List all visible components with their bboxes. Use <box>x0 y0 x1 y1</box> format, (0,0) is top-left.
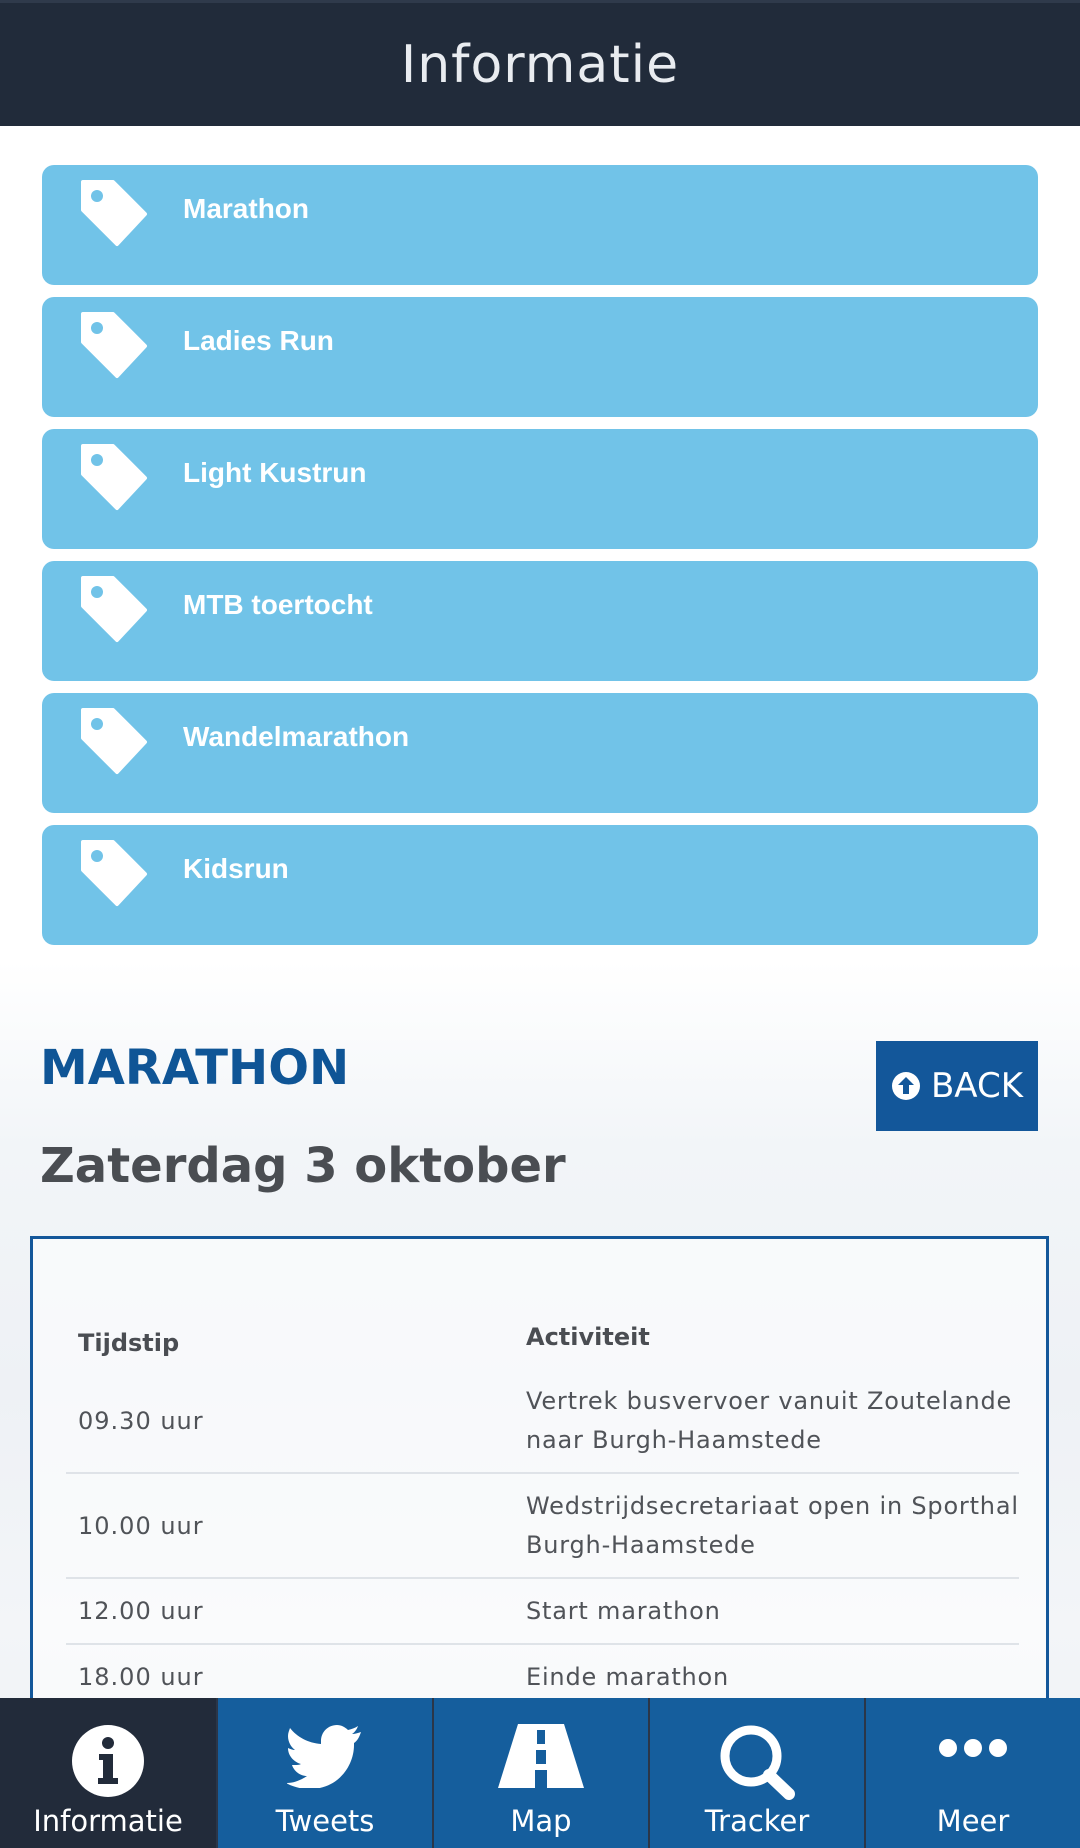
tag-icon <box>79 838 149 908</box>
table-row <box>66 1579 1019 1645</box>
row-activity: Einde marathon <box>526 1662 730 1691</box>
date-heading: Zaterdag 3 oktober <box>40 1138 566 1194</box>
menu-item-label: Wandelmarathon <box>183 721 410 752</box>
tab-label: Tweets <box>275 1804 375 1838</box>
tab-informatie[interactable] <box>0 1698 216 1848</box>
tag-icon <box>79 310 149 380</box>
app-header <box>0 0 1080 126</box>
row-time: 18.00 uur <box>78 1663 204 1691</box>
column-header-time: Tijdstip <box>78 1329 180 1357</box>
tag-icon <box>79 178 149 248</box>
back-button-label: BACK <box>930 1066 1024 1106</box>
menu-item-ladies-run[interactable] <box>42 297 1038 417</box>
tab-label: Tracker <box>704 1804 810 1838</box>
back-button[interactable] <box>876 1041 1038 1131</box>
menu-item-label: Light Kustrun <box>183 457 367 488</box>
tag-icon <box>79 574 149 644</box>
tab-meer[interactable] <box>864 1698 1080 1848</box>
page-title: Informatie <box>400 34 680 95</box>
bottom-tab-bar <box>0 1698 1080 1848</box>
menu-item-label: Kidsrun <box>183 853 289 884</box>
tab-label: Map <box>510 1804 572 1838</box>
menu-item-label: Ladies Run <box>183 325 334 356</box>
tab-tweets[interactable] <box>216 1698 432 1848</box>
row-activity: Start marathon <box>526 1596 721 1625</box>
info-icon <box>71 1724 145 1798</box>
tag-icon <box>79 442 149 512</box>
schedule-table <box>30 1236 1049 1736</box>
row-time: 12.00 uur <box>78 1597 204 1625</box>
menu-item-marathon[interactable] <box>42 165 1038 285</box>
tab-label: Informatie <box>33 1804 183 1838</box>
menu-item-wandelmarathon[interactable] <box>42 693 1038 813</box>
arrow-up-circle-icon <box>891 1071 921 1101</box>
tag-icon <box>79 706 149 776</box>
menu-item-label: MTB toertocht <box>183 589 373 620</box>
road-icon <box>498 1724 584 1788</box>
menu-item-label: Marathon <box>183 193 309 224</box>
twitter-bird-icon <box>287 1724 363 1788</box>
menu-item-mtb-toertocht[interactable] <box>42 561 1038 681</box>
menu-item-kidsrun[interactable] <box>42 825 1038 945</box>
table-row <box>66 1369 1019 1474</box>
section-title: MARATHON <box>40 1040 350 1096</box>
row-activity: Wedstrijdsecretariaat open in Sporthal Burgh-Haamstede <box>526 1491 1019 1559</box>
event-menu <box>42 165 1038 957</box>
row-time: 10.00 uur <box>78 1511 204 1540</box>
table-row <box>66 1474 1019 1579</box>
more-dots-icon <box>938 1724 1008 1788</box>
row-time: 09.30 uur <box>78 1406 204 1435</box>
menu-item-light-kustrun[interactable] <box>42 429 1038 549</box>
search-icon <box>717 1724 797 1800</box>
tab-map[interactable] <box>432 1698 648 1848</box>
column-header-activity: Activiteit <box>526 1323 650 1351</box>
row-activity: Vertrek busvervoer vanuit Zoutelande naar Burgh-Haamstede <box>526 1386 1013 1454</box>
tab-tracker[interactable] <box>648 1698 864 1848</box>
tab-label: Meer <box>936 1804 1010 1838</box>
table-header-row <box>66 1239 1019 1369</box>
